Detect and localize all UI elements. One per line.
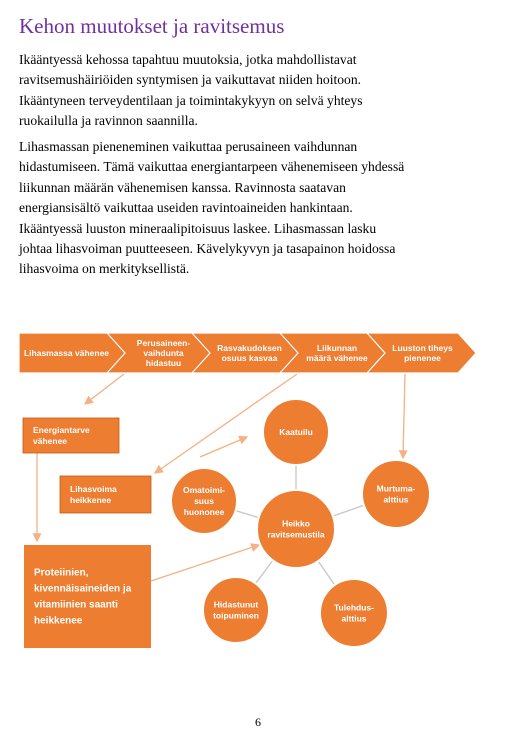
satellite-node-label: Hidastunut toipuminen (213, 599, 259, 621)
paragraph-line: ravitsemushäiriöiden syntymisen ja vaikuttavat niiden hoitoon. (19, 72, 362, 88)
satellite-node-label: Omatoimi-suus huononee (182, 485, 226, 517)
chevron-process-row (19, 333, 476, 373)
chevron-label: Lihasmassa vähenee (23, 348, 110, 358)
paragraph-line: Lihasmassan pieneneminen vaikuttaa perusaineen vaihdunnan (19, 139, 358, 154)
nutrition-diagram (0, 320, 516, 660)
satellite-node-label: Kaatuilu (279, 427, 313, 437)
chevron-label: Liikunnan määrä vähenee (306, 343, 368, 363)
radial-cycle (171, 399, 430, 647)
effect-boxes (23, 418, 151, 648)
paragraph-line: ruokailulla ja ravinnon saannilla. (19, 113, 198, 129)
effect-box-label: Energiantarve vähenee (33, 425, 90, 446)
effect-box (24, 545, 151, 648)
satellite-node-label: Murtuma-alttius (376, 483, 416, 505)
page-number: 6 (255, 715, 261, 729)
paragraph-line: energiansisältö vaikuttaa useiden ravintoaineiden hankintaan. (19, 200, 353, 216)
arrow-line (403, 374, 405, 458)
paragraph-line: lihasvoima on merkityksellistä. (19, 261, 190, 277)
paragraph-line: Ikääntyneen terveydentilaan ja toimintakykyyn on selvä yhteys (19, 92, 363, 108)
paragraph-line: johtaa lihasvoiman puutteeseen. Kävelykyvyn ja tasapainon hoidossa (19, 241, 396, 257)
paragraph-line: hidastumiseen. Tämä vaikuttaa energiantarpeen vähenemiseen yhdessä (19, 159, 405, 175)
chevron-label: Rasvakudoksen osuus kasvaa (217, 343, 282, 363)
arrow-line (200, 437, 247, 457)
arrow-line (85, 374, 124, 404)
chevron-label: Luuston tiheys pienenee (392, 343, 453, 363)
arrow-line (151, 545, 259, 581)
effect-box-label: Proteiinien, kivennäisaineiden ja vitamiinien saanti heikkenee (34, 567, 132, 627)
intro-paragraph (19, 50, 479, 132)
body-paragraph (19, 137, 479, 280)
page-title: Kehon muutokset ja ravitsemus (19, 14, 285, 38)
paragraph-line: Ikääntyessä kehossa tapahtuu muutoksia, jotka mahdollistavat (19, 52, 357, 67)
effect-box-label: Lihasvoima heikkenee (70, 484, 117, 505)
paragraph-line: liikunnan määrän vähenemisen kanssa. Ravinnosta saatavan (19, 179, 346, 195)
satellite-node-label: Tulehdus-alttius (334, 602, 374, 624)
center-node-label: Heikko ravitsemustila (267, 518, 325, 540)
chevron-label: Perusaineen-vaihdunta hidastuu (136, 338, 191, 368)
paragraph-line: Ikääntyessä luuston mineraalipitoisuus laskee. Lihasmassan lasku (19, 220, 377, 236)
